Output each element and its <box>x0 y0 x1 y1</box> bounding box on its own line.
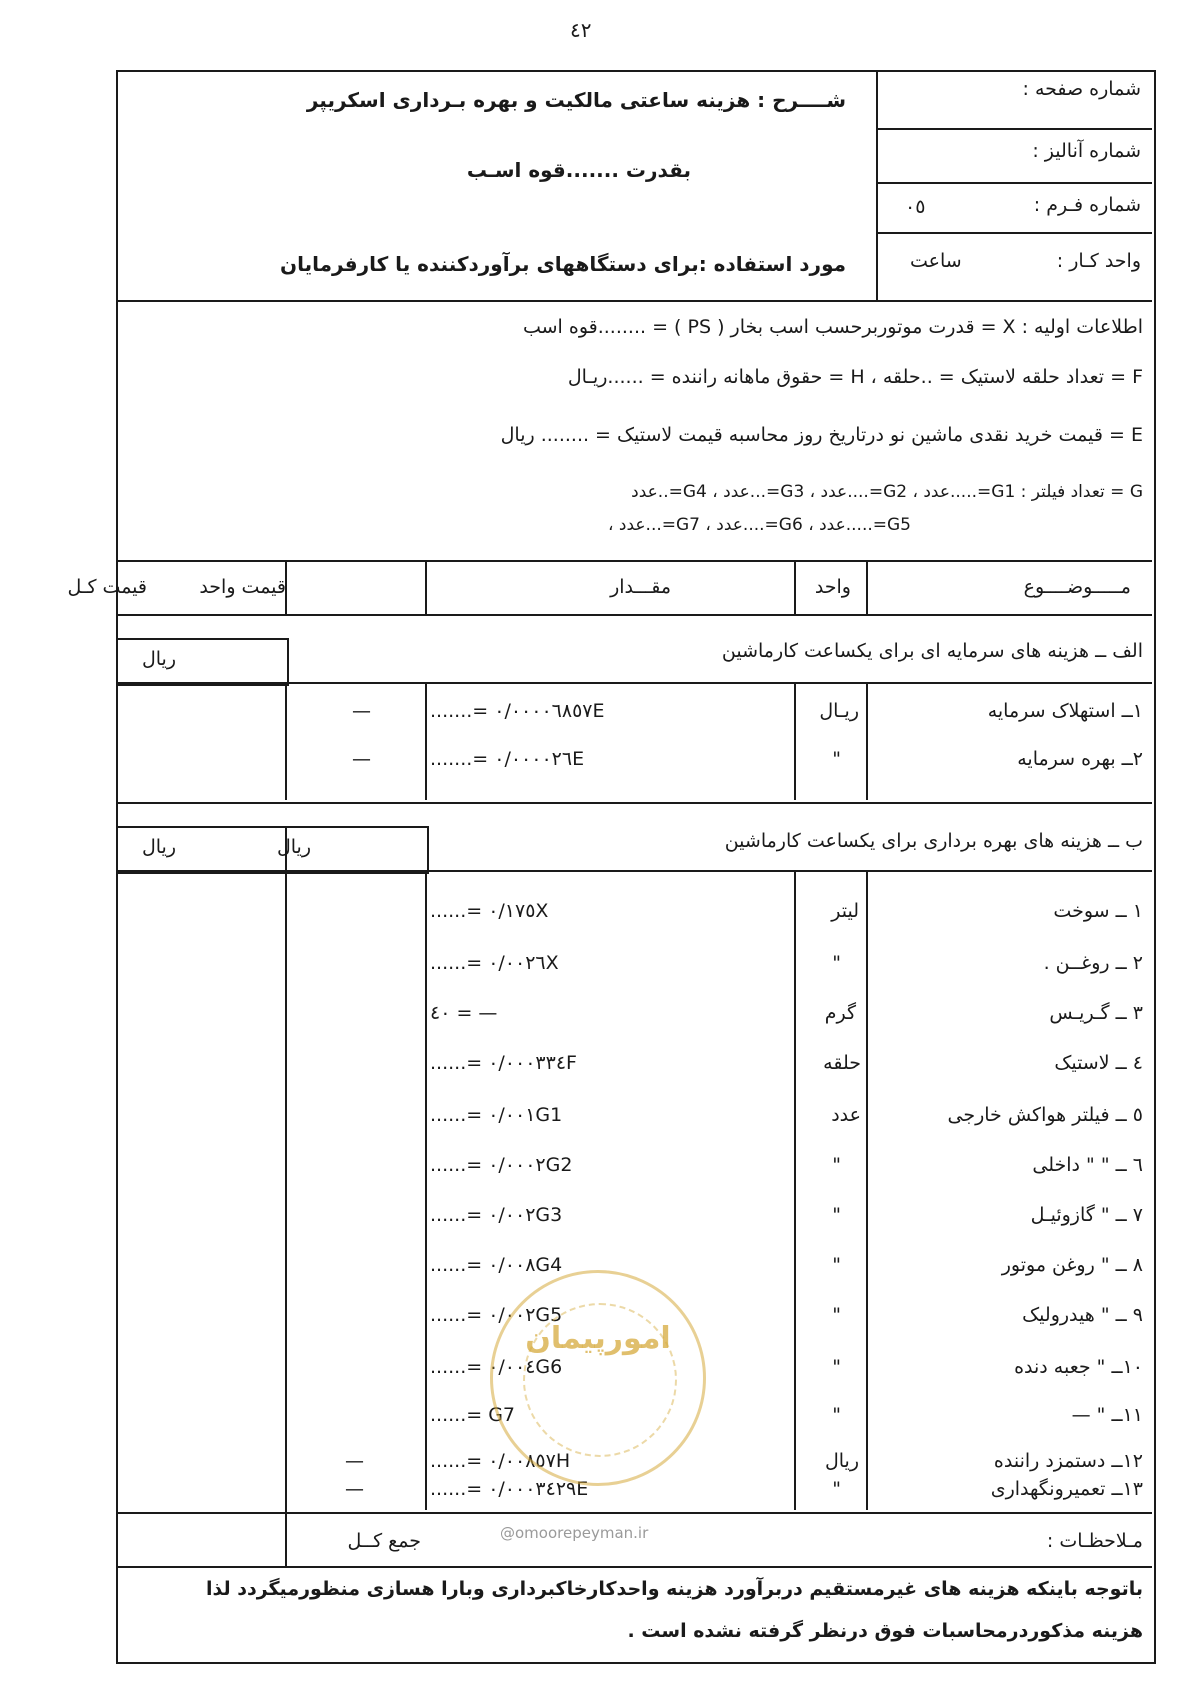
header-divider <box>876 70 878 302</box>
col-line-3 <box>794 560 796 614</box>
info-line-price: E = قیمت خرید نقدی ماشین نو درتاریخ روز محاسبه قیمت لاستیک = ........ ریال <box>500 424 1143 446</box>
page-number-label: شماره صفحه : <box>1022 78 1141 100</box>
b-row-3-subject: ٣ ــ گـریـس <box>1049 1002 1143 1024</box>
info-line-power: اطلاعات اولیه : X = قدرت موتوربرحسب اسب بخار ( PS ) = ........قوه اسب <box>522 316 1143 338</box>
b-row-6-unit: " <box>832 1154 841 1176</box>
a-col-line-3 <box>794 682 796 800</box>
b-row-3-unit: گرم <box>824 1002 856 1024</box>
grand-total-label: جمع کــل <box>347 1530 421 1552</box>
header-line-3 <box>876 232 1152 234</box>
b-row-5-subject: ٥ ــ فیلتر هواکش خارجی <box>947 1104 1143 1126</box>
b-row-1-quantity: ٠/١٧٥X =...... <box>430 900 549 922</box>
form-subtitle: بقدرت .......قوه اسـب <box>466 158 691 182</box>
b-col-line-3 <box>794 870 796 1510</box>
a-row-2-unit: " <box>832 748 841 770</box>
info-line-tires: F = تعداد حلقه لاستیک = ..حلقه ، H = حقوق ماهانه راننده = ......ریـال <box>567 366 1143 388</box>
header-line-1 <box>876 128 1152 130</box>
a-row-1-quantity: ٠/٠٠٠٠٦٨٥٧E =....... <box>430 700 605 722</box>
b-row-4-unit: حلقه <box>823 1052 861 1074</box>
stamp-seal <box>490 1270 706 1486</box>
total-divider <box>285 1510 287 1566</box>
column-quantity: مقـــدار <box>610 576 671 598</box>
header-line-2 <box>876 182 1152 184</box>
form-number-label: شماره فـرم : <box>1033 194 1141 216</box>
b-row-8-unit: " <box>832 1254 841 1276</box>
section-b-currency-unit: ریال <box>276 836 311 858</box>
a-col-line-1 <box>285 682 287 800</box>
b-row-1-unit: لیتر <box>831 900 859 922</box>
b-row-9-unit: " <box>832 1304 841 1326</box>
b-row-8-subject: ٨ ــ " روغن موتور <box>1001 1254 1143 1276</box>
b-row-3-quantity: — = ٤٠ <box>430 1002 498 1024</box>
b-row-10-quantity: ٠/٠٠٤G6 =...... <box>430 1356 563 1378</box>
section-b-currency-total: ریال <box>141 836 176 858</box>
page-number: ٤٢ <box>570 18 592 42</box>
b-row-10-unit: " <box>832 1356 841 1378</box>
b-row-6-quantity: ٠/٠٠٠٢G2 =...... <box>430 1154 573 1176</box>
column-total-price: قیمت کـل <box>67 576 147 598</box>
section-b-title: ب ــ هزینه های بهره برداری برای یکساعت کارماشین <box>724 830 1143 852</box>
b-row-2-subject: ٢ ــ روغــن . <box>1043 952 1143 974</box>
b-row-13-unit-price: — <box>345 1478 364 1500</box>
b-row-12-unit: ریال <box>824 1450 859 1472</box>
b-row-5-unit: عدد <box>831 1104 861 1126</box>
info-line-filters-2: G5=.....عدد ، G6=....عدد ، G7=...عدد ، <box>608 515 911 535</box>
b-row-4-subject: ٤ ــ لاستیک <box>1054 1052 1143 1074</box>
b-row-11-quantity: G7 =...... <box>430 1404 516 1426</box>
b-row-2-quantity: ٠/٠٠٢٦X =...... <box>430 952 559 974</box>
b-row-12-subject: ١٢ــ دستمزد راننده <box>993 1450 1143 1472</box>
b-row-11-subject: ١١ــ " — <box>1071 1404 1143 1426</box>
b-row-12-quantity: ٠/٠٠٨٥٧H =...... <box>430 1450 571 1472</box>
a-col-line-2 <box>425 682 427 800</box>
usage-note: مورد استفاده :برای دستگاههای برآوردکننده یا کارفرمایان <box>280 252 846 276</box>
b-col-line-4 <box>866 870 868 1510</box>
b-row-13-subject: ١٣ــ تعمیرونگهداری <box>990 1478 1143 1500</box>
b-row-2-unit: " <box>832 952 841 974</box>
b-row-6-subject: ٦ ــ " " داخلی <box>1032 1154 1143 1176</box>
header-bottom-line <box>116 300 1152 302</box>
b-row-9-subject: ٩ ــ " هیدرولیک <box>1022 1304 1143 1326</box>
info-line-filters-1: G = تعداد فیلتر : G1=.....عدد ، G2=....عدد ، G3=...عدد ، G4=..عدد <box>631 482 1143 502</box>
a-row-2-subject: ٢ــ بهره سرمایه <box>1017 748 1143 770</box>
b-row-13-unit: " <box>832 1478 841 1500</box>
column-subject: مـــــوضــــوع <box>1023 576 1131 598</box>
analysis-number-label: شماره آنالیز : <box>1032 140 1141 162</box>
col-line-4 <box>866 560 868 614</box>
b-row-7-unit: " <box>832 1204 841 1226</box>
column-unit-price: قیمت واحد <box>199 576 286 598</box>
b-row-10-subject: ١٠ــ " جعبه دنده <box>1014 1356 1143 1378</box>
section-a-currency: ریال <box>141 648 176 670</box>
note-line-2: هزینه مذکوردرمحاسبات فوق درنظر گرفته نشده است . <box>627 1620 1143 1642</box>
b-row-8-quantity: ٠/٠٠٨G4 =...... <box>430 1254 563 1276</box>
form-number-value: ٠٥ <box>905 196 926 218</box>
footer-line <box>116 1566 1152 1568</box>
col-line-2 <box>425 560 427 614</box>
stamp-brand-text: امورپیمان <box>525 1321 671 1356</box>
a-row-1-unit-price: — <box>352 700 371 722</box>
section-a-title: الف ــ هزینه های سرمایه ای برای یکساعت کارماشین <box>721 640 1143 662</box>
work-unit-value: ساعت <box>910 250 962 272</box>
b-col-line-2 <box>425 870 427 1510</box>
columns-bottom-line <box>116 614 1152 616</box>
watermark: @omoorepeyman.ir <box>500 1524 649 1542</box>
note-line-1: باتوجه باینکه هزینه های غیرمستقیم دربرآورد هزینه واحدکارخاکبرداری وبارا هسازی منظورمیگردد لذا <box>205 1578 1143 1600</box>
b-row-13-quantity: ٠/٠٠٠٣٤٢٩E =...... <box>430 1478 589 1500</box>
remarks-label: مـلاحظـات : <box>1046 1530 1143 1552</box>
b-row-4-quantity: ٠/٠٠٠٣٣٤F =...... <box>430 1052 577 1074</box>
columns-top-line <box>116 560 1152 562</box>
a-row-1-unit: ریـال <box>819 700 859 722</box>
b-col-line-1 <box>285 870 287 1510</box>
column-unit: واحد <box>814 576 851 598</box>
a-col-line-4 <box>866 682 868 800</box>
b-row-5-quantity: ٠/٠٠١G1 =...... <box>430 1104 563 1126</box>
a-row-2-unit-price: — <box>352 748 371 770</box>
work-unit-label: واحد کـار : <box>1056 250 1141 272</box>
b-row-7-quantity: ٠/٠٠٢G3 =...... <box>430 1204 563 1226</box>
b-row-11-unit: " <box>832 1404 841 1426</box>
b-row-7-subject: ٧ ــ " گازوئیـل <box>1030 1204 1143 1226</box>
b-row-12-unit-price: — <box>345 1450 364 1472</box>
b-row-9-quantity: ٠/٠٠٢G5 =...... <box>430 1304 563 1326</box>
b-row-1-subject: ١ ــ سوخت <box>1053 900 1143 922</box>
form-title: شــــرح : هزینه ساعتی مالکیت و بهره بـرداری اسکریپر <box>306 88 846 112</box>
a-row-1-subject: ١ــ استهلاک سرمایه <box>987 700 1143 722</box>
a-row-2-quantity: ٠/٠٠٠٠٢٦E =....... <box>430 748 585 770</box>
